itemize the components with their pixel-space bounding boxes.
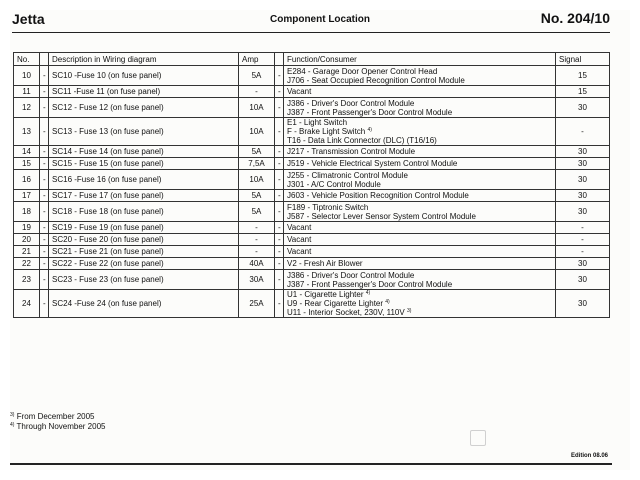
cell-dash: - [40, 98, 49, 118]
cell-amperage: - [239, 234, 275, 246]
function-text: U1 - Cigarette Lighter [287, 290, 364, 299]
edition-label: Edition 08.06 [570, 453, 608, 459]
function-text: J519 - Vehicle Electrical System Control Module [287, 159, 458, 168]
cell-dash: - [275, 98, 284, 118]
function-text: J387 - Front Passenger's Door Control Module [287, 279, 453, 289]
cell-fuse-number: 18 [14, 202, 40, 222]
cell-function [284, 98, 556, 118]
column-header-spacer [40, 53, 49, 66]
cell-description: SC22 - Fuse 22 (on fuse panel) [49, 258, 239, 270]
function-line [287, 67, 552, 76]
table-row [14, 98, 610, 118]
cell-signal: 30 [556, 202, 610, 222]
cell-function [284, 190, 556, 202]
function-text: E1 - Light Switch [287, 118, 348, 127]
function-text: Vacant [287, 223, 312, 232]
cell-dash: - [275, 146, 284, 158]
cell-description: SC16 -Fuse 16 (on fuse panel) [49, 170, 239, 190]
column-header-signal: Signal [556, 53, 610, 66]
cell-amperage: 5A [239, 190, 275, 202]
cell-amperage: - [239, 222, 275, 234]
cell-amperage: 25A [239, 290, 275, 318]
table-row [14, 66, 610, 86]
fuse-table [13, 52, 610, 318]
function-line [287, 76, 552, 85]
cell-amperage: 30A [239, 270, 275, 290]
cell-description: SC24 -Fuse 24 (on fuse panel) [49, 290, 239, 318]
cell-signal: 30 [556, 98, 610, 118]
cell-amperage: 7,5A [239, 158, 275, 170]
function-text: J386 - Driver's Door Control Module [287, 270, 415, 280]
cell-description: SC18 - Fuse 18 (on fuse panel) [49, 202, 239, 222]
cell-signal: - [556, 118, 610, 146]
function-text: Vacant [287, 87, 312, 96]
cell-dash: - [40, 234, 49, 246]
cell-function [284, 86, 556, 98]
cell-amperage: 40A [239, 258, 275, 270]
footnote [10, 422, 105, 432]
function-text: T16 - Data Link Connector (DLC) (T16/16) [287, 136, 437, 145]
function-line [287, 180, 552, 189]
footnotes [10, 412, 105, 432]
cell-amperage: - [239, 86, 275, 98]
cell-fuse-number: 23 [14, 270, 40, 290]
cell-dash: - [40, 290, 49, 318]
function-line [287, 223, 552, 232]
cell-amperage: - [239, 246, 275, 258]
cell-fuse-number: 21 [14, 246, 40, 258]
function-text: J255 - Climatronic Control Module [287, 170, 408, 180]
function-text: E284 - Garage Door Opener Control Head [287, 66, 438, 76]
function-text: F189 - Tiptronic Switch [287, 202, 369, 212]
column-header-spacer [275, 53, 284, 66]
function-line [287, 280, 552, 289]
function-text: Vacant [287, 235, 312, 244]
cell-signal: - [556, 222, 610, 234]
table-row [14, 290, 610, 318]
function-line [287, 118, 552, 127]
section-title: Component Location [270, 14, 370, 25]
function-line [287, 171, 552, 180]
cell-dash: - [275, 158, 284, 170]
cell-fuse-number: 10 [14, 66, 40, 86]
cell-dash: - [40, 190, 49, 202]
footnote [10, 412, 105, 422]
cell-description: SC11 -Fuse 11 (on fuse panel) [49, 86, 239, 98]
function-line [287, 127, 552, 136]
function-text: J217 - Transmission Control Module [287, 147, 416, 156]
function-line [287, 308, 552, 317]
cell-amperage: 10A [239, 170, 275, 190]
table-row [14, 246, 610, 258]
cell-description: SC15 - Fuse 15 (on fuse panel) [49, 158, 239, 170]
model-title: Jetta [12, 11, 45, 27]
cell-description: SC23 - Fuse 23 (on fuse panel) [49, 270, 239, 290]
cell-amperage: 5A [239, 66, 275, 86]
watermark-icon [470, 430, 486, 446]
cell-function [284, 290, 556, 318]
cell-function [284, 118, 556, 146]
table-row [14, 190, 610, 202]
cell-fuse-number: 22 [14, 258, 40, 270]
footnote-mark: 4) [10, 422, 15, 428]
cell-amperage: 5A [239, 146, 275, 158]
cell-signal: - [556, 246, 610, 258]
cell-function [284, 170, 556, 190]
footnote-mark: 3) [10, 412, 15, 418]
column-header-function: Function/Consumer [284, 53, 556, 66]
function-line [287, 290, 552, 299]
cell-dash: - [40, 118, 49, 146]
cell-amperage: 10A [239, 98, 275, 118]
cell-signal: 30 [556, 290, 610, 318]
cell-dash: - [275, 234, 284, 246]
cell-function [284, 270, 556, 290]
cell-dash: - [40, 146, 49, 158]
cell-dash: - [275, 118, 284, 146]
cell-dash: - [40, 202, 49, 222]
function-text: U9 - Rear Cigarette Lighter [287, 299, 384, 308]
cell-function [284, 158, 556, 170]
function-line [287, 136, 552, 145]
cell-description: SC14 - Fuse 14 (on fuse panel) [49, 146, 239, 158]
cell-dash: - [275, 258, 284, 270]
cell-fuse-number: 12 [14, 98, 40, 118]
function-text: J587 - Selector Lever Sensor System Control Module [287, 211, 476, 221]
cell-fuse-number: 16 [14, 170, 40, 190]
function-line [287, 159, 552, 168]
table-row [14, 234, 610, 246]
cell-dash: - [40, 158, 49, 170]
cell-signal: 30 [556, 258, 610, 270]
cell-signal: 30 [556, 158, 610, 170]
function-text: J301 - A/C Control Module [287, 179, 381, 189]
table-row [14, 270, 610, 290]
cell-description: SC17 - Fuse 17 (on fuse panel) [49, 190, 239, 202]
cell-dash: - [40, 258, 49, 270]
function-line [287, 235, 552, 244]
cell-dash: - [275, 270, 284, 290]
cell-function [284, 66, 556, 86]
cell-function [284, 258, 556, 270]
cell-signal: 30 [556, 146, 610, 158]
table-row [14, 86, 610, 98]
table-row [14, 170, 610, 190]
cell-fuse-number: 24 [14, 290, 40, 318]
cell-dash: - [40, 170, 49, 190]
cell-signal: 15 [556, 66, 610, 86]
function-text: Vacant [287, 247, 312, 256]
function-line [287, 271, 552, 280]
cell-signal: 30 [556, 190, 610, 202]
cell-fuse-number: 15 [14, 158, 40, 170]
cell-fuse-number: 20 [14, 234, 40, 246]
watermark-logo [470, 430, 600, 446]
table-row [14, 158, 610, 170]
cell-dash: - [275, 86, 284, 98]
cell-fuse-number: 11 [14, 86, 40, 98]
cell-description: SC20 - Fuse 20 (on fuse panel) [49, 234, 239, 246]
cell-dash: - [275, 290, 284, 318]
function-line [287, 203, 552, 212]
cell-description: SC19 - Fuse 19 (on fuse panel) [49, 222, 239, 234]
function-line [287, 147, 552, 156]
function-line [287, 108, 552, 117]
cell-description: SC13 - Fuse 13 (on fuse panel) [49, 118, 239, 146]
cell-dash: - [275, 202, 284, 222]
footer-divider [10, 463, 612, 465]
footnote-reference: 3) [406, 308, 412, 314]
cell-function [284, 202, 556, 222]
footnote-text: From December 2005 [16, 412, 95, 421]
function-line [287, 87, 552, 96]
footnote-text: Through November 2005 [16, 422, 106, 431]
cell-dash: - [275, 170, 284, 190]
table-header-row [14, 53, 610, 66]
function-line [287, 191, 552, 200]
footnote-reference: 4) [385, 299, 390, 305]
cell-dash: - [275, 222, 284, 234]
cell-dash: - [40, 86, 49, 98]
cell-function [284, 146, 556, 158]
table-row [14, 146, 610, 158]
cell-function [284, 246, 556, 258]
function-text: J706 - Seat Occupied Recognition Control Module [287, 75, 465, 85]
cell-description: SC12 - Fuse 12 (on fuse panel) [49, 98, 239, 118]
function-text: J387 - Front Passenger's Door Control Module [287, 107, 453, 117]
column-header-description: Description in Wiring diagram [49, 53, 239, 66]
cell-fuse-number: 14 [14, 146, 40, 158]
cell-dash: - [40, 246, 49, 258]
cell-fuse-number: 13 [14, 118, 40, 146]
function-line [287, 247, 552, 256]
function-text: U11 - Interior Socket, 230V, 110V [287, 308, 405, 317]
column-header-no: No. [14, 53, 40, 66]
function-line [287, 259, 552, 268]
cell-dash: - [40, 270, 49, 290]
cell-amperage: 10A [239, 118, 275, 146]
cell-dash: - [275, 246, 284, 258]
cell-signal: 30 [556, 170, 610, 190]
page-header [12, 10, 610, 33]
function-line [287, 212, 552, 221]
cell-amperage: 5A [239, 202, 275, 222]
document-page [10, 10, 630, 470]
cell-function [284, 234, 556, 246]
cell-signal: 15 [556, 86, 610, 98]
cell-description: SC21 - Fuse 21 (on fuse panel) [49, 246, 239, 258]
function-text: V2 - Fresh Air Blower [287, 259, 363, 268]
table-row [14, 118, 610, 146]
footnote-reference: 4) [367, 127, 372, 133]
cell-dash: - [275, 66, 284, 86]
table-row [14, 258, 610, 270]
cell-signal: - [556, 234, 610, 246]
table-row [14, 202, 610, 222]
cell-description: SC10 -Fuse 10 (on fuse panel) [49, 66, 239, 86]
function-text: F - Brake Light Switch [287, 127, 366, 136]
function-text: J603 - Vehicle Position Recognition Control Module [287, 191, 469, 200]
table-row [14, 222, 610, 234]
footnote-reference: 4) [365, 290, 371, 296]
fuse-table-body [14, 66, 610, 318]
column-header-amp: Amp [239, 53, 275, 66]
cell-dash: - [275, 190, 284, 202]
cell-signal: 30 [556, 270, 610, 290]
function-line [287, 99, 552, 108]
document-number: No. 204/10 [540, 10, 610, 26]
cell-fuse-number: 19 [14, 222, 40, 234]
function-text: J386 - Driver's Door Control Module [287, 98, 415, 108]
cell-function [284, 222, 556, 234]
cell-dash: - [40, 66, 49, 86]
cell-dash: - [40, 222, 49, 234]
cell-fuse-number: 17 [14, 190, 40, 202]
function-line [287, 299, 552, 308]
